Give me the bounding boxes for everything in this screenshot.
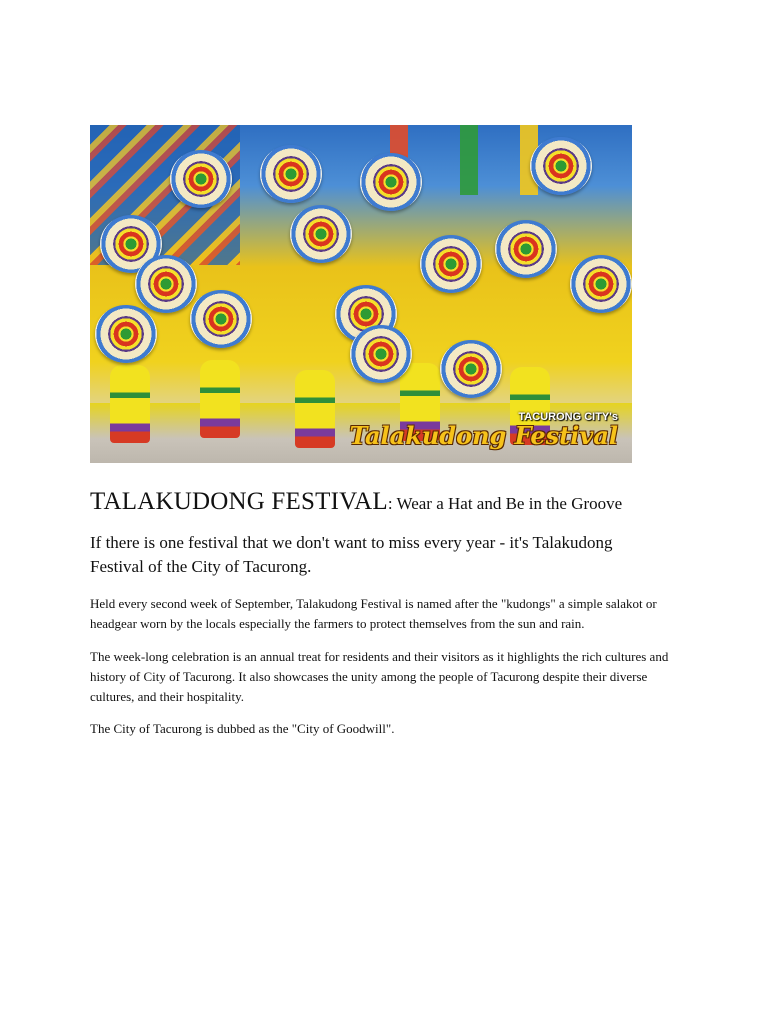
body-paragraph: Held every second week of September, Talakudong Festival is named after the "kudongs" a simple salakot or headgear worn by the locals especially the farmers to protect themselves from the sun and rain.	[90, 596, 657, 631]
kudong-hat-icon	[530, 137, 592, 195]
photo-flag	[460, 125, 478, 195]
photo-city-caption: TACURONG CITY's	[518, 411, 618, 423]
heading-main: TALAKUDONG FESTIVAL	[90, 488, 388, 515]
kudong-hat-icon	[95, 305, 157, 363]
heading-subtitle: : Wear a Hat and Be in the Groove	[387, 494, 623, 513]
dancer-figure	[200, 360, 240, 438]
kudong-hat-icon	[440, 340, 502, 398]
article-heading	[90, 480, 622, 517]
kudong-hat-icon	[170, 150, 232, 208]
photo-festival-title	[349, 411, 618, 449]
kudong-hat-icon	[290, 205, 352, 263]
body-paragraph: The City of Tacurong is dubbed as the "City of Goodwill".	[90, 721, 395, 736]
kudong-hat-icon	[350, 325, 412, 383]
lead-paragraph: If there is one festival that we don't want to miss every year - it's Talakudong Festival of the City of Tacurong.	[90, 533, 613, 576]
kudong-hat-icon	[495, 220, 557, 278]
photo-festival-logo: Talakudong Festival	[349, 421, 618, 450]
kudong-hat-icon	[260, 145, 322, 203]
kudong-hat-icon	[420, 235, 482, 293]
kudong-hat-icon	[135, 255, 197, 313]
dancer-figure	[110, 365, 150, 443]
kudong-hat-icon	[360, 153, 422, 211]
dancer-figure	[295, 370, 335, 448]
body-paragraph: The week-long celebration is an annual treat for residents and their visitors as it highlights the rich cultures and history of City of Tacurong. It also showcases the unity among the people of Tacurong despite their diverse cultures, and their hospitality.	[90, 649, 669, 704]
festival-photo	[90, 125, 632, 463]
kudong-hat-icon	[570, 255, 632, 313]
kudong-hat-icon	[190, 290, 252, 348]
